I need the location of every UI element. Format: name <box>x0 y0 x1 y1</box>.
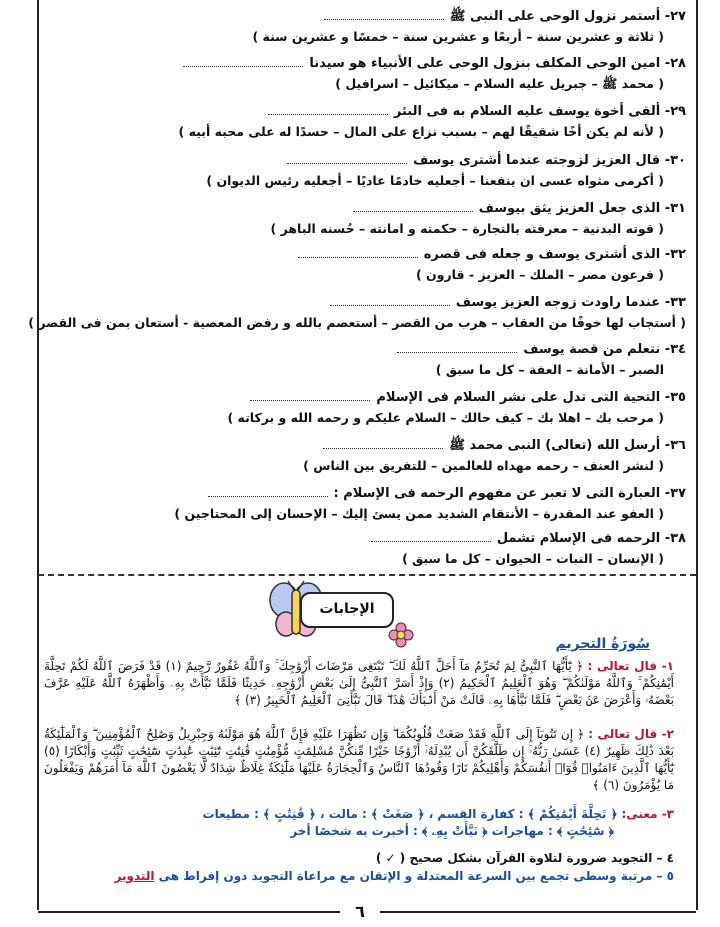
question-options: ( قوته البدنية – معرفته بالتجارة – حكمته و امانته – حُسنه الباهر ) <box>270 221 664 236</box>
answer-blank[interactable] <box>183 56 303 67</box>
question-options: الصبر – الأمانة – العفة – كل ما سبق ) <box>435 362 664 377</box>
question-options: ( محمد ﷺ – جبريل عليه السلام – ميكائيل – اسرافيل ) <box>335 76 664 91</box>
question-text: ٣٢- الذى أشترى يوسف و جعله فى قصره <box>423 247 686 262</box>
question-33 <box>28 294 686 332</box>
question-text: ٣٦- أرسل الله (تعالى) النبى محمد ﷺ <box>449 438 686 453</box>
question-27 <box>46 8 686 46</box>
answer-blank[interactable] <box>250 390 370 401</box>
question-text: ٢٩- ألقى أخوة يوسف عليه السلام به فى البئر <box>393 104 686 119</box>
question-34 <box>46 341 686 379</box>
answer-5-keyword: التدوير <box>114 869 155 883</box>
answer-label: ١- قال تعالى : <box>587 659 674 673</box>
quran-text: ﴿ إِن تَتُوبَآ إِلَى ٱللَّهِ فَقَدْ صَغَتْ قُلُوبُكُمَا ۖ وَإِن تَظَٰهَرَا عَلَيْهِ فَإِنَّ ٱللَّهَ هُوَ مَوْلَىٰهُ وَجِبْرِيلُ وَصَٰلِحُ ٱلْمُؤْمِنِينَ ۖ وَٱلْمَلَٰٓئِكَةُ بَعْدَ ذَٰلِكَ ظَهِيرٌ (٤) عَسَىٰ رَبُّهُۥٓ إِن طَلَّقَكُنَّ أَن يُبْدِلَهُۥٓ أَزْوَٰجًا خَيْرًا مِّنكُنَّ مُسْلِمَٰتٍ مُّؤْمِنَٰتٍ قَٰنِتَٰتٍ تَٰٓئِبَٰتٍ عَٰبِدَٰتٍ سَٰٓئِحَٰتٍ ثَيِّبَٰتٍ وَأَبْكَارًا (٥) يَٰٓأَيُّهَا ٱلَّذِينَ ءَامَنُوا۟ قُوٓا۟ أَنفُسَكُمْ وَأَهْلِيكُمْ نَارًا وَقُودُهَا ٱلنَّاسُ وَٱلْحِجَارَةُ عَلَيْهَا مَلَٰٓئِكَةٌ غِلَاظٌ شِدَادٌ لَّا يَعْصُونَ ٱللَّهَ مَآ أَمَرَهُمْ وَيَفْعَلُونَ مَا يُؤْمَرُونَ (٦) ﴾ <box>44 727 674 792</box>
flower-icon <box>388 622 414 648</box>
meanings-row-2: ﴿ سَٰٓئِحَٰتٍ ﴾ : مهاجرات ﴿ نَبَّأَتْ بِهِۦ ﴾ : أخبرت به شخصًا أخر <box>290 824 614 838</box>
answers-title: الإجابات <box>300 592 394 628</box>
answer-5 <box>44 868 674 885</box>
question-text: ٣٤- نتعلم من قصة يوسف <box>523 342 686 357</box>
answer-blank[interactable] <box>208 486 328 497</box>
question-options: ( لأنه لم يكن أخًا شقيقًا لهم – بسبب نزاع على المال – حسدًا له على محبه أبيه ) <box>178 124 664 139</box>
question-36 <box>46 437 686 475</box>
question-31 <box>46 200 686 238</box>
answer-blank[interactable] <box>371 531 491 542</box>
answer-label: ٢- قال تعالى : <box>588 727 674 741</box>
question-options: ( ثلاثة و عشرين سنة – أربعًا و عشرين سنة – خمسًا و عشرين سنة ) <box>252 29 664 44</box>
question-options: ( مرحب بك – اهلا بك – كيف حالك – السلام عليكم و رحمه الله و بركاته ) <box>227 410 664 425</box>
question-35 <box>46 389 686 427</box>
question-text: ٣١- الذى جعل العزيز يثق بيوسف <box>478 201 686 216</box>
quran-text: ﴿ يَٰٓأَيُّهَا ٱلنَّبِىُّ لِمَ تُحَرِّمُ مَآ أَحَلَّ ٱللَّهُ لَكَ ۖ تَبْتَغِى مَرْضَاتَ أَزْوَٰجِكَ ۚ وَٱللَّهُ غَفُورٌ رَّحِيمٌ (١) قَدْ فَرَضَ ٱللَّهُ لَكُمْ تَحِلَّةَ أَيْمَٰنِكُمْ ۚ وَٱللَّهُ مَوْلَىٰكُمْ ۖ وَهُوَ ٱلْعَلِيمُ ٱلْحَكِيمُ (٢) وَإِذْ أَسَرَّ ٱلنَّبِىُّ إِلَىٰ بَعْضِ أَزْوَٰجِهِۦ حَدِيثًا فَلَمَّا نَبَّأَتْ بِهِۦ وَأَظْهَرَهُ ٱللَّهُ عَلَيْهِ عَرَّفَ بَعْضَهُۥ وَأَعْرَضَ عَنۢ بَعْضٍ ۖ فَلَمَّا نَبَّأَهَا بِهِۦ قَالَتْ مَنْ أَنۢبَأَكَ هَٰذَا ۖ قَالَ نَبَّأَنِىَ ٱلْعَلِيمُ ٱلْخَبِيرُ (٣) ﴾ <box>44 659 674 707</box>
question-37 <box>46 485 686 523</box>
question-text: ٢٧- أستمر نزول الوحى على النبى ﷺ <box>449 9 686 24</box>
answer-4-text: ٤ – التجويد ضرورة لتلاوة القرآن بشكل صحيح ( ✓ ) <box>375 851 674 865</box>
answer-2 <box>44 726 674 794</box>
right-border <box>696 0 698 910</box>
question-30 <box>46 152 686 190</box>
answer-blank[interactable] <box>298 247 418 258</box>
question-options: ( لنشر العنف – رحمه مهداه للعالمين – للتفريق بين الناس ) <box>303 458 664 473</box>
answer-1 <box>44 658 674 709</box>
question-29 <box>46 103 686 141</box>
question-options: ( أستجاب لها خوفًا من العقاب – هرب من القصر – أستعصم بالله و رفض المعصية - أستعان بمن فى القصر ) <box>28 315 686 330</box>
meanings-row-1: ﴿ تَحِلَّةَ أَيْمَٰنِكُمْ ﴾ : كفارة القسم ، ﴿ صَغَتْ ﴾ : مالت ، ﴿ قَٰنِتَٰتٍ ﴾ : مطيعات <box>202 807 618 821</box>
answer-label: ٣- معنى: <box>621 807 674 821</box>
answer-blank[interactable] <box>268 104 388 115</box>
page-number: ٦ <box>340 900 380 924</box>
answer-blank[interactable] <box>330 295 450 306</box>
question-text: ٣٠- قال العزيز لزوجته عندما أشترى يوسف <box>413 153 686 168</box>
surah-title: سُورَةُ التحريم <box>555 636 650 652</box>
question-options: ( أكرمى مثواه عسى ان ينفعنا – أجعليه خادمًا عاديًا – أجعليه رئيس الديوان ) <box>206 173 664 188</box>
answer-blank[interactable] <box>353 201 473 212</box>
question-options: ( العفو عند المقدرة – الأنتقام الشديد ممن يسئ إليك – الإحسان إلى المحتاجين ) <box>174 506 664 521</box>
answer-blank[interactable] <box>287 153 407 164</box>
question-text: ٣٣- عندما راودت زوجه العزيز يوسف <box>455 295 686 310</box>
question-options: ( فرعون مصر – الملك – العزيز - قارون ) <box>415 267 664 282</box>
question-options: ( الإنسان – النبات – الحيوان – كل ما سبق ) <box>402 551 664 566</box>
answer-blank[interactable] <box>397 342 517 353</box>
answer-blank[interactable] <box>323 438 443 449</box>
question-text: ٣٥- التحية التى تدل على نشر السلام فى الإسلام <box>376 390 686 405</box>
answer-5-text: ٥ – مرتبة وسطى تجمع بين السرعة المعتدلة و الإتقان مع مراعاة التجويد دون إفراط هى <box>154 869 674 883</box>
section-divider <box>38 574 696 576</box>
question-text: ٣٧- العبارة التى لا تعبر عن مفهوم الرحمه فى الإسلام : <box>333 486 686 501</box>
question-text: ٢٨- امين الوحى المكلف بنزول الوحى على الأنبياء هو سيدنا <box>309 56 686 71</box>
left-border <box>37 0 39 910</box>
answer-3 <box>44 806 674 840</box>
question-text: ٣٨- الرحمه فى الإسلام تشمل <box>496 531 686 546</box>
answer-blank[interactable] <box>324 9 444 20</box>
question-28 <box>46 55 686 93</box>
answer-4 <box>44 850 674 867</box>
question-32 <box>46 246 686 284</box>
question-38 <box>46 530 686 568</box>
